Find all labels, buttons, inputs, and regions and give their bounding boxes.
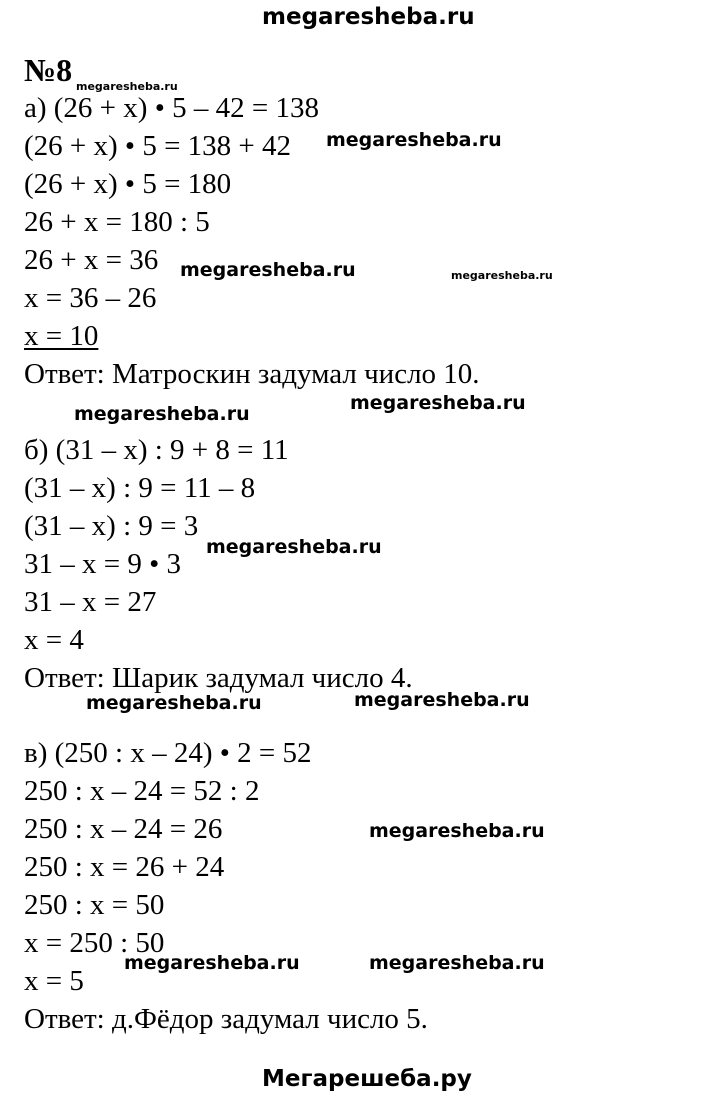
answer-line: Ответ: Матроскин задумал число 10. bbox=[24, 358, 480, 390]
equation-line: 250 : х – 24 = 26 bbox=[24, 813, 223, 845]
equation-line: 250 : х – 24 = 52 : 2 bbox=[24, 775, 260, 807]
equation-result: х = 10 bbox=[24, 320, 99, 352]
watermark: megaresheba.ru bbox=[451, 269, 553, 282]
watermark: megaresheba.ru bbox=[124, 952, 300, 974]
watermark: megaresheba.ru bbox=[326, 129, 502, 151]
equation-line: б) (31 – х) : 9 + 8 = 11 bbox=[24, 434, 289, 466]
watermark: megaresheba.ru bbox=[350, 392, 526, 414]
equation-line: 31 – х = 27 bbox=[24, 586, 157, 618]
equation-line: 250 : х = 26 + 24 bbox=[24, 851, 225, 883]
equation-line: х = 4 bbox=[24, 624, 84, 656]
answer-line: Ответ: Шарик задумал число 4. bbox=[24, 662, 413, 694]
task-number-watermark: megaresheba.ru bbox=[76, 80, 178, 93]
equation-line: (31 – х) : 9 = 11 – 8 bbox=[24, 472, 256, 504]
watermark: megaresheba.ru bbox=[180, 259, 356, 281]
answer-line: Ответ: д.Фёдор задумал число 5. bbox=[24, 1003, 428, 1035]
equation-line: а) (26 + х) • 5 – 42 = 138 bbox=[24, 92, 319, 124]
equation-line: х = 36 – 26 bbox=[24, 282, 157, 314]
equation-line: х = 5 bbox=[24, 965, 84, 997]
equation-line: (31 – х) : 9 = 3 bbox=[24, 510, 199, 542]
header-site: megaresheba.ru bbox=[262, 4, 475, 30]
equation-line: 31 – х = 9 • 3 bbox=[24, 548, 182, 580]
watermark: megaresheba.ru bbox=[369, 952, 545, 974]
footer-site: Мегарешеба.ру bbox=[262, 1066, 472, 1092]
task-number: №8 bbox=[24, 52, 73, 88]
equation-line: 250 : х = 50 bbox=[24, 889, 165, 921]
equation-line: х = 250 : 50 bbox=[24, 927, 165, 959]
watermark: megaresheba.ru bbox=[369, 820, 545, 842]
watermark: megaresheba.ru bbox=[74, 403, 250, 425]
equation-line: 26 + х = 36 bbox=[24, 244, 159, 276]
equation-line: 26 + х = 180 : 5 bbox=[24, 206, 210, 238]
watermark: megaresheba.ru bbox=[354, 689, 530, 711]
watermark: megaresheba.ru bbox=[86, 692, 262, 714]
equation-line: (26 + х) • 5 = 138 + 42 bbox=[24, 130, 292, 162]
watermark: megaresheba.ru bbox=[206, 536, 382, 558]
equation-line: в) (250 : х – 24) • 2 = 52 bbox=[24, 737, 312, 769]
equation-line: (26 + х) • 5 = 180 bbox=[24, 168, 232, 200]
